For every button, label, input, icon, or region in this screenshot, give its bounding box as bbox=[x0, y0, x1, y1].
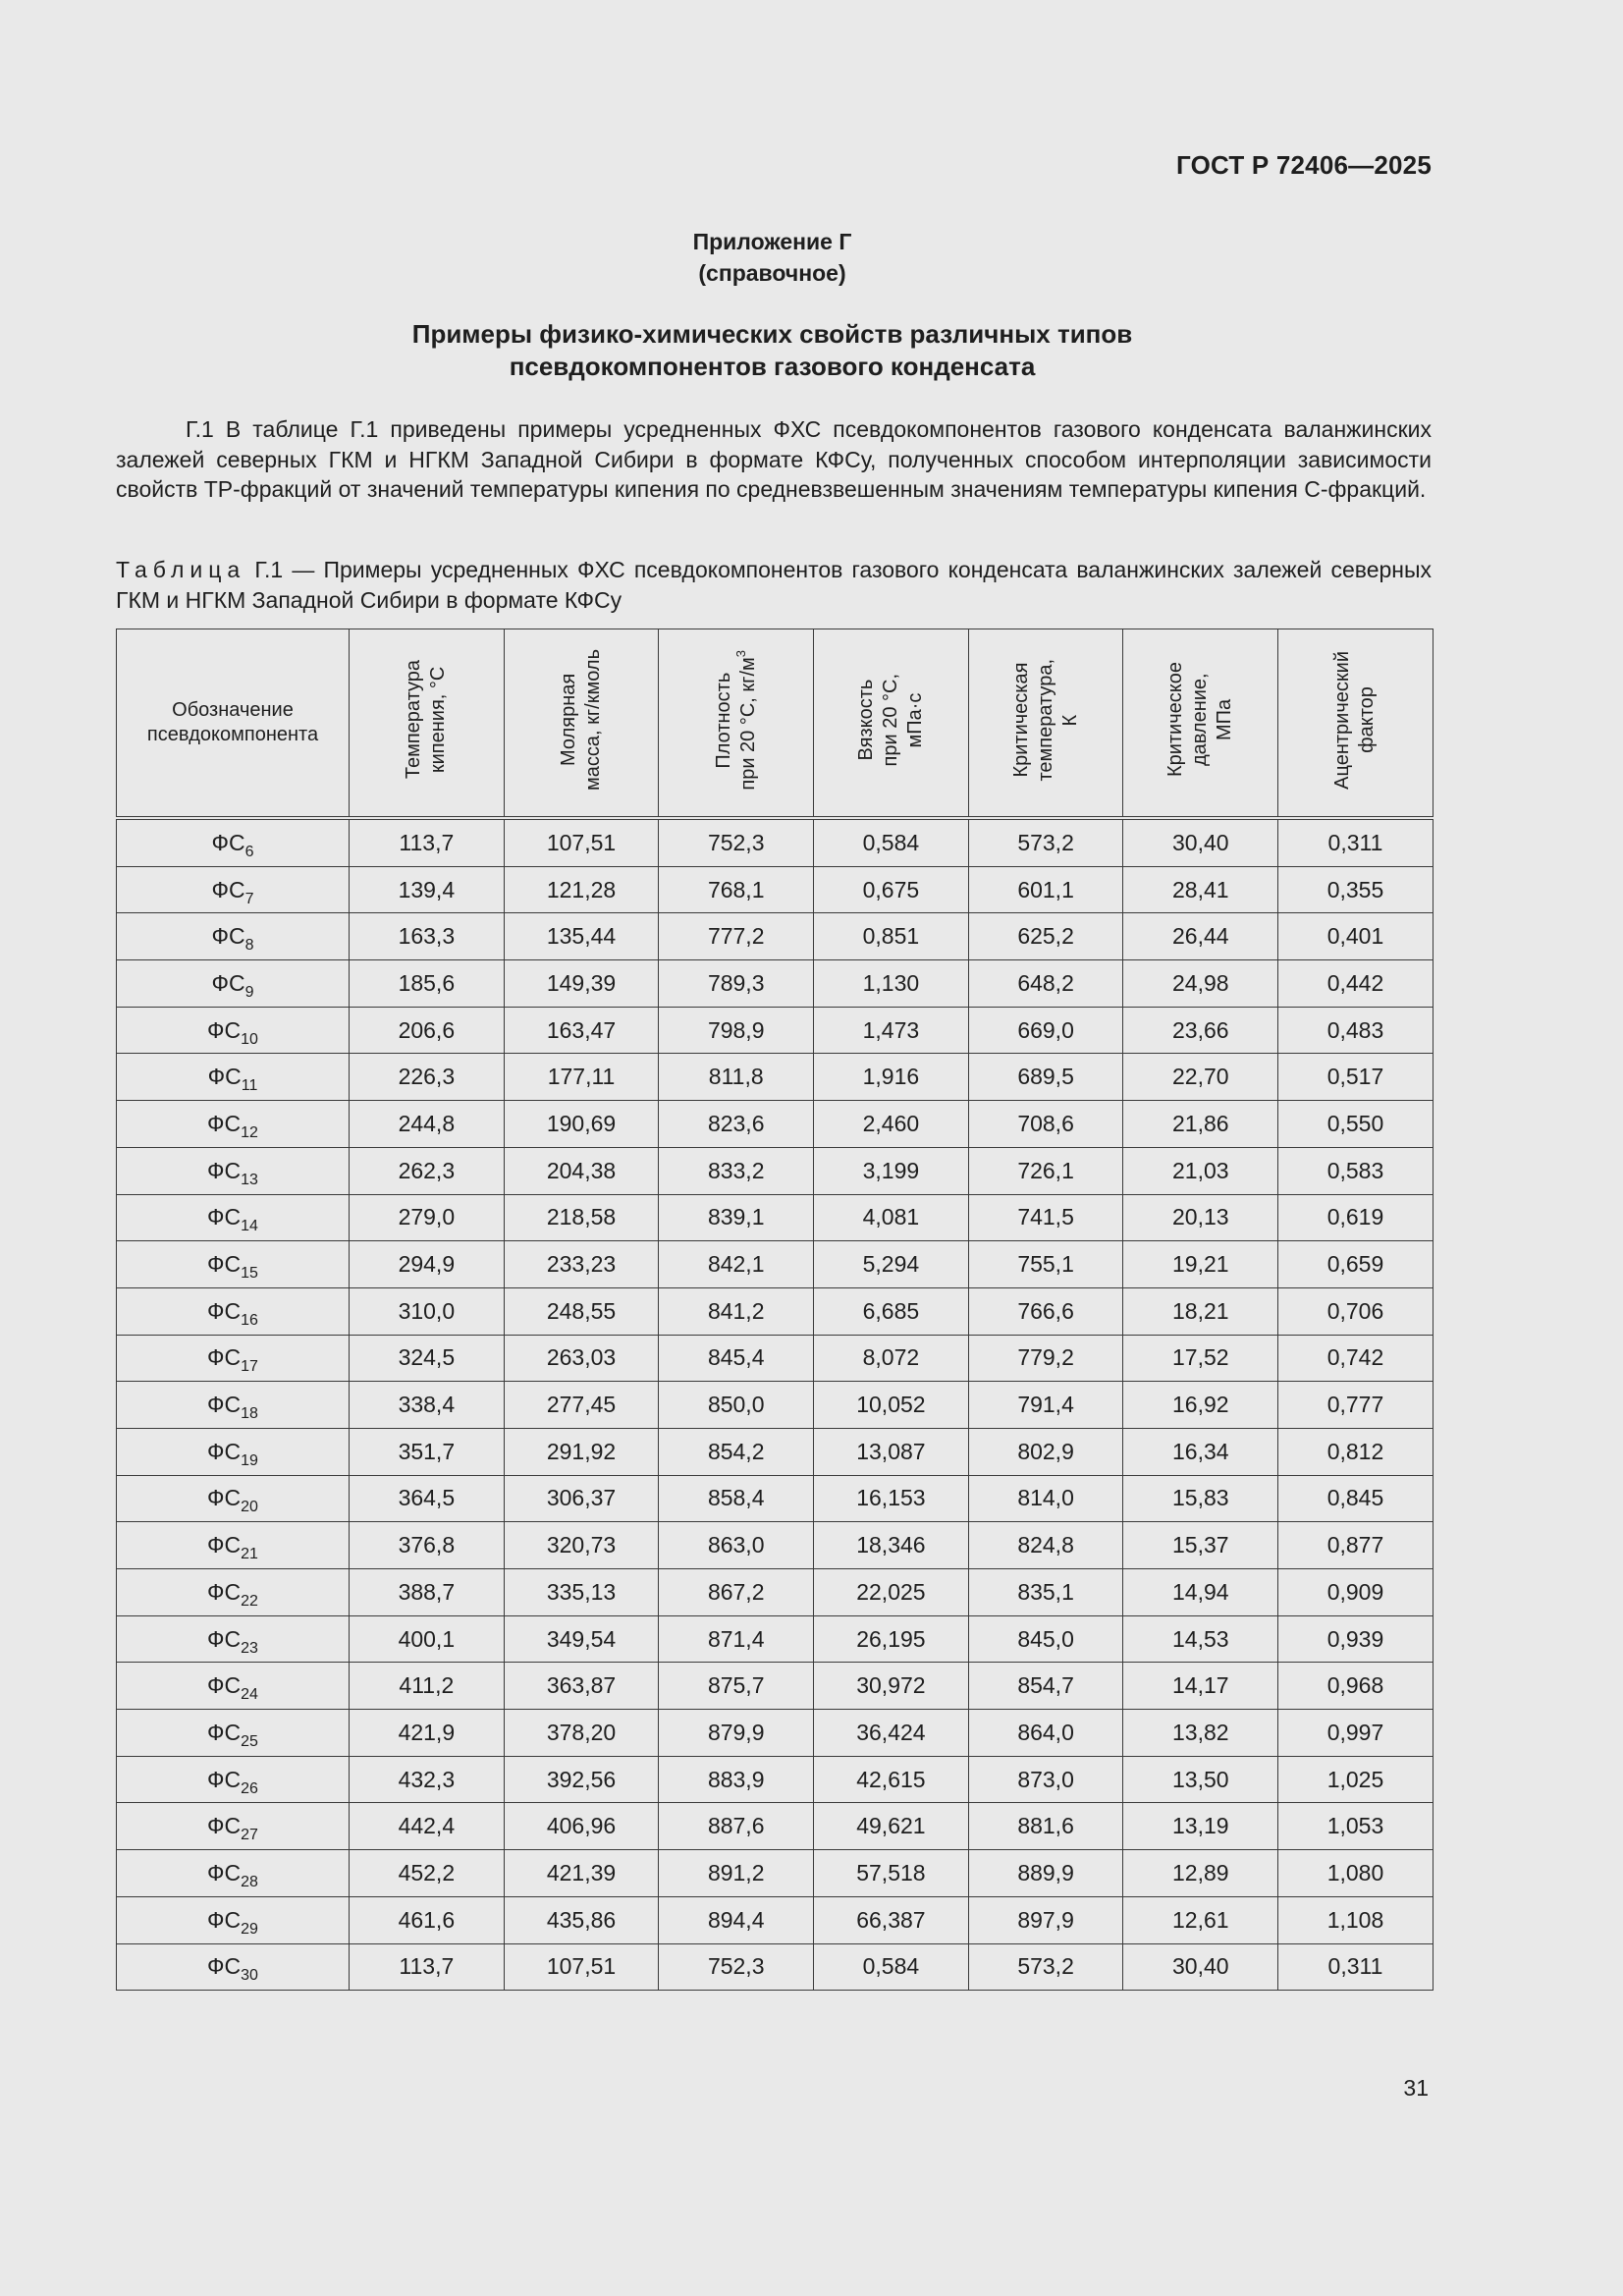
cell-density: 833,2 bbox=[659, 1147, 814, 1194]
table-body bbox=[117, 818, 1434, 1991]
cell-acentric: 0,742 bbox=[1278, 1335, 1434, 1382]
table-caption-number: Г.1 bbox=[254, 557, 284, 582]
table-header-row bbox=[117, 629, 1434, 819]
cell-boiling: 324,5 bbox=[350, 1335, 505, 1382]
cell-viscosity: 1,130 bbox=[814, 960, 969, 1008]
cell-designation: $ФС_{28}$ bbox=[117, 1850, 350, 1897]
table-row bbox=[117, 1241, 1434, 1288]
cell-acentric: 0,619 bbox=[1278, 1194, 1434, 1241]
cell-molar: 392,56 bbox=[504, 1756, 659, 1803]
cell-density: 811,8 bbox=[659, 1054, 814, 1101]
cell-viscosity: 18,346 bbox=[814, 1522, 969, 1569]
cell-acentric: 0,706 bbox=[1278, 1287, 1434, 1335]
cell-viscosity: 5,294 bbox=[814, 1241, 969, 1288]
table-caption-label: Таблица bbox=[116, 557, 246, 582]
table-row bbox=[117, 1054, 1434, 1101]
table-row bbox=[117, 1615, 1434, 1663]
cell-acentric: 0,483 bbox=[1278, 1007, 1434, 1054]
cell-molar: 204,38 bbox=[504, 1147, 659, 1194]
table-row bbox=[117, 1663, 1434, 1710]
cell-density: 887,6 bbox=[659, 1803, 814, 1850]
cell-boiling: 139,4 bbox=[350, 866, 505, 913]
page-number: 31 bbox=[1403, 2075, 1429, 2101]
cell-boiling: 244,8 bbox=[350, 1101, 505, 1148]
table-row bbox=[117, 1101, 1434, 1148]
cell-crit-temp: 755,1 bbox=[968, 1241, 1123, 1288]
cell-density: 768,1 bbox=[659, 866, 814, 913]
cell-crit-press: 13,82 bbox=[1123, 1710, 1278, 1757]
cell-acentric: 0,550 bbox=[1278, 1101, 1434, 1148]
cell-designation: $ФС_8$ bbox=[117, 913, 350, 960]
cell-boiling: 206,6 bbox=[350, 1007, 505, 1054]
cell-boiling: 294,9 bbox=[350, 1241, 505, 1288]
cell-designation: $ФС_{17}$ bbox=[117, 1335, 350, 1382]
cell-boiling: 163,3 bbox=[350, 913, 505, 960]
header-critical-pressure: Критическое давление, МПа bbox=[1123, 629, 1278, 819]
cell-molar: 306,37 bbox=[504, 1475, 659, 1522]
cell-density: 777,2 bbox=[659, 913, 814, 960]
cell-density: 854,2 bbox=[659, 1428, 814, 1475]
cell-viscosity: 26,195 bbox=[814, 1615, 969, 1663]
cell-crit-press: 18,21 bbox=[1123, 1287, 1278, 1335]
cell-viscosity: 4,081 bbox=[814, 1194, 969, 1241]
cell-viscosity: 0,675 bbox=[814, 866, 969, 913]
cell-viscosity: 16,153 bbox=[814, 1475, 969, 1522]
cell-viscosity: 6,685 bbox=[814, 1287, 969, 1335]
cell-viscosity: 0,584 bbox=[814, 818, 969, 866]
cell-acentric: 0,355 bbox=[1278, 866, 1434, 913]
cell-molar: 163,47 bbox=[504, 1007, 659, 1054]
cell-boiling: 421,9 bbox=[350, 1710, 505, 1757]
cell-designation: $ФС_9$ bbox=[117, 960, 350, 1008]
cell-viscosity: 1,916 bbox=[814, 1054, 969, 1101]
cell-crit-temp: 802,9 bbox=[968, 1428, 1123, 1475]
cell-viscosity: 3,199 bbox=[814, 1147, 969, 1194]
cell-viscosity: 1,473 bbox=[814, 1007, 969, 1054]
cell-designation: $ФС_7$ bbox=[117, 866, 350, 913]
cell-acentric: 0,311 bbox=[1278, 818, 1434, 866]
header-boiling-temperature: Температура кипения, °С bbox=[350, 629, 505, 819]
cell-density: 789,3 bbox=[659, 960, 814, 1008]
cell-density: 823,6 bbox=[659, 1101, 814, 1148]
cell-designation: $ФС_{18}$ bbox=[117, 1382, 350, 1429]
cell-crit-press: 12,89 bbox=[1123, 1850, 1278, 1897]
cell-density: 798,9 bbox=[659, 1007, 814, 1054]
cell-molar: 190,69 bbox=[504, 1101, 659, 1148]
cell-density: 875,7 bbox=[659, 1663, 814, 1710]
cell-molar: 135,44 bbox=[504, 913, 659, 960]
cell-density: 841,2 bbox=[659, 1287, 814, 1335]
cell-viscosity: 66,387 bbox=[814, 1896, 969, 1943]
cell-density: 863,0 bbox=[659, 1522, 814, 1569]
cell-designation: $ФС_{11}$ bbox=[117, 1054, 350, 1101]
cell-acentric: 0,997 bbox=[1278, 1710, 1434, 1757]
cell-molar: 421,39 bbox=[504, 1850, 659, 1897]
cell-boiling: 338,4 bbox=[350, 1382, 505, 1429]
header-molar-mass: Молярная масса, кг/кмоль bbox=[504, 629, 659, 819]
cell-molar: 435,86 bbox=[504, 1896, 659, 1943]
cell-viscosity: 49,621 bbox=[814, 1803, 969, 1850]
cell-designation: $ФС_{27}$ bbox=[117, 1803, 350, 1850]
cell-designation: $ФС_{20}$ bbox=[117, 1475, 350, 1522]
cell-density: 752,3 bbox=[659, 818, 814, 866]
cell-boiling: 411,2 bbox=[350, 1663, 505, 1710]
cell-crit-temp: 689,5 bbox=[968, 1054, 1123, 1101]
cell-crit-press: 30,40 bbox=[1123, 1943, 1278, 1991]
table-row bbox=[117, 1475, 1434, 1522]
table-row bbox=[117, 960, 1434, 1008]
cell-boiling: 113,7 bbox=[350, 1943, 505, 1991]
cell-molar: 248,55 bbox=[504, 1287, 659, 1335]
section-heading bbox=[0, 318, 1544, 383]
cell-designation: $ФС_{15}$ bbox=[117, 1241, 350, 1288]
cell-density: 879,9 bbox=[659, 1710, 814, 1757]
cell-crit-temp: 573,2 bbox=[968, 1943, 1123, 1991]
cell-boiling: 279,0 bbox=[350, 1194, 505, 1241]
cell-molar: 349,54 bbox=[504, 1615, 659, 1663]
table-row bbox=[117, 1147, 1434, 1194]
cell-designation: $ФС_{30}$ bbox=[117, 1943, 350, 1991]
cell-crit-press: 24,98 bbox=[1123, 960, 1278, 1008]
cell-boiling: 442,4 bbox=[350, 1803, 505, 1850]
cell-density: 883,9 bbox=[659, 1756, 814, 1803]
cell-density: 871,4 bbox=[659, 1615, 814, 1663]
table-row bbox=[117, 1803, 1434, 1850]
cell-boiling: 432,3 bbox=[350, 1756, 505, 1803]
table-row bbox=[117, 1756, 1434, 1803]
table-row bbox=[117, 1007, 1434, 1054]
cell-crit-press: 14,53 bbox=[1123, 1615, 1278, 1663]
cell-designation: $ФС_{23}$ bbox=[117, 1615, 350, 1663]
table-row bbox=[117, 913, 1434, 960]
cell-crit-temp: 889,9 bbox=[968, 1850, 1123, 1897]
cell-crit-temp: 845,0 bbox=[968, 1615, 1123, 1663]
table-row bbox=[117, 1382, 1434, 1429]
cell-viscosity: 22,025 bbox=[814, 1569, 969, 1616]
cell-crit-temp: 648,2 bbox=[968, 960, 1123, 1008]
cell-boiling: 185,6 bbox=[350, 960, 505, 1008]
cell-molar: 277,45 bbox=[504, 1382, 659, 1429]
cell-acentric: 0,401 bbox=[1278, 913, 1434, 960]
cell-boiling: 364,5 bbox=[350, 1475, 505, 1522]
header-density: Плотность при 20 °С, $кг/м^3$ bbox=[659, 629, 814, 819]
table-caption-text: — Примеры усредненных ФХС псевдокомпонентов газового конденсата валанжинских залежей северных ГКМ и НГКМ Западной Сибири в формате КФСу bbox=[116, 557, 1433, 613]
cell-designation: $ФС_{13}$ bbox=[117, 1147, 350, 1194]
cell-designation: $ФС_{25}$ bbox=[117, 1710, 350, 1757]
table-row bbox=[117, 866, 1434, 913]
cell-acentric: 0,583 bbox=[1278, 1147, 1434, 1194]
cell-density: 858,4 bbox=[659, 1475, 814, 1522]
table-row bbox=[117, 1896, 1434, 1943]
cell-crit-press: 28,41 bbox=[1123, 866, 1278, 913]
cell-viscosity: 13,087 bbox=[814, 1428, 969, 1475]
cell-density: 845,4 bbox=[659, 1335, 814, 1382]
properties-table bbox=[116, 629, 1434, 1991]
cell-molar: 121,28 bbox=[504, 866, 659, 913]
cell-designation: $ФС_6$ bbox=[117, 818, 350, 866]
standard-code: ГОСТ Р 72406—2025 bbox=[1176, 150, 1432, 180]
cell-crit-press: 14,17 bbox=[1123, 1663, 1278, 1710]
cell-designation: $ФС_{19}$ bbox=[117, 1428, 350, 1475]
header-acentric-factor: Ацентрический фактор bbox=[1278, 629, 1434, 819]
cell-molar: 233,23 bbox=[504, 1241, 659, 1288]
cell-density: 894,4 bbox=[659, 1896, 814, 1943]
cell-acentric: 0,442 bbox=[1278, 960, 1434, 1008]
table-row bbox=[117, 1710, 1434, 1757]
table-row bbox=[117, 1287, 1434, 1335]
cell-boiling: 262,3 bbox=[350, 1147, 505, 1194]
cell-molar: 378,20 bbox=[504, 1710, 659, 1757]
cell-molar: 177,11 bbox=[504, 1054, 659, 1101]
cell-crit-press: 17,52 bbox=[1123, 1335, 1278, 1382]
cell-boiling: 351,7 bbox=[350, 1428, 505, 1475]
cell-acentric: 0,777 bbox=[1278, 1382, 1434, 1429]
cell-designation: $ФС_{12}$ bbox=[117, 1101, 350, 1148]
cell-designation: $ФС_{21}$ bbox=[117, 1522, 350, 1569]
cell-crit-press: 14,94 bbox=[1123, 1569, 1278, 1616]
table-row bbox=[117, 1850, 1434, 1897]
cell-boiling: 310,0 bbox=[350, 1287, 505, 1335]
cell-crit-temp: 814,0 bbox=[968, 1475, 1123, 1522]
cell-crit-press: 16,34 bbox=[1123, 1428, 1278, 1475]
header-critical-temperature: Критическая температура, К bbox=[968, 629, 1123, 819]
cell-crit-press: 19,21 bbox=[1123, 1241, 1278, 1288]
cell-viscosity: 8,072 bbox=[814, 1335, 969, 1382]
cell-crit-press: 23,66 bbox=[1123, 1007, 1278, 1054]
cell-density: 850,0 bbox=[659, 1382, 814, 1429]
cell-molar: 320,73 bbox=[504, 1522, 659, 1569]
cell-crit-temp: 897,9 bbox=[968, 1896, 1123, 1943]
cell-crit-press: 22,70 bbox=[1123, 1054, 1278, 1101]
cell-density: 752,3 bbox=[659, 1943, 814, 1991]
cell-crit-press: 16,92 bbox=[1123, 1382, 1278, 1429]
cell-crit-temp: 726,1 bbox=[968, 1147, 1123, 1194]
cell-crit-press: 20,13 bbox=[1123, 1194, 1278, 1241]
cell-crit-press: 21,03 bbox=[1123, 1147, 1278, 1194]
cell-molar: 406,96 bbox=[504, 1803, 659, 1850]
intro-paragraph: Г.1 В таблице Г.1 приведены примеры усредненных ФХС псевдокомпонентов газового конденсата валанжинских залежей северных ГКМ и НГКМ Западной Сибири в формате КФСу, полученных способом интерполяции зависимости свойств ТР-фракций от значений температуры кипения по средневзвешенным значениям температуры кипения С-фракций. bbox=[116, 416, 1432, 502]
cell-acentric: 0,812 bbox=[1278, 1428, 1434, 1475]
cell-viscosity: 57,518 bbox=[814, 1850, 969, 1897]
cell-crit-temp: 741,5 bbox=[968, 1194, 1123, 1241]
section-title-line-2: псевдокомпонентов газового конденсата bbox=[509, 352, 1036, 381]
cell-boiling: 113,7 bbox=[350, 818, 505, 866]
cell-acentric: 1,025 bbox=[1278, 1756, 1434, 1803]
cell-molar: 291,92 bbox=[504, 1428, 659, 1475]
cell-crit-press: 26,44 bbox=[1123, 913, 1278, 960]
cell-molar: 363,87 bbox=[504, 1663, 659, 1710]
cell-viscosity: 30,972 bbox=[814, 1663, 969, 1710]
cell-crit-temp: 854,7 bbox=[968, 1663, 1123, 1710]
cell-acentric: 0,968 bbox=[1278, 1663, 1434, 1710]
cell-crit-temp: 873,0 bbox=[968, 1756, 1123, 1803]
cell-boiling: 226,3 bbox=[350, 1054, 505, 1101]
cell-density: 891,2 bbox=[659, 1850, 814, 1897]
cell-designation: $ФС_{24}$ bbox=[117, 1663, 350, 1710]
table-row bbox=[117, 1194, 1434, 1241]
cell-crit-temp: 779,2 bbox=[968, 1335, 1123, 1382]
table-row bbox=[117, 1335, 1434, 1382]
appendix-subtitle: (справочное) bbox=[698, 260, 846, 286]
cell-crit-temp: 824,8 bbox=[968, 1522, 1123, 1569]
cell-crit-temp: 669,0 bbox=[968, 1007, 1123, 1054]
cell-density: 842,1 bbox=[659, 1241, 814, 1288]
cell-crit-temp: 864,0 bbox=[968, 1710, 1123, 1757]
cell-crit-press: 13,19 bbox=[1123, 1803, 1278, 1850]
cell-molar: 263,03 bbox=[504, 1335, 659, 1382]
appendix-heading bbox=[0, 226, 1544, 289]
cell-crit-press: 30,40 bbox=[1123, 818, 1278, 866]
table-row bbox=[117, 1943, 1434, 1991]
cell-acentric: 0,877 bbox=[1278, 1522, 1434, 1569]
cell-crit-press: 15,83 bbox=[1123, 1475, 1278, 1522]
cell-acentric: 1,053 bbox=[1278, 1803, 1434, 1850]
cell-viscosity: 42,615 bbox=[814, 1756, 969, 1803]
cell-designation: $ФС_{10}$ bbox=[117, 1007, 350, 1054]
cell-designation: $ФС_{22}$ bbox=[117, 1569, 350, 1616]
cell-crit-temp: 708,6 bbox=[968, 1101, 1123, 1148]
cell-acentric: 0,311 bbox=[1278, 1943, 1434, 1991]
cell-designation: $ФС_{16}$ bbox=[117, 1287, 350, 1335]
cell-boiling: 376,8 bbox=[350, 1522, 505, 1569]
cell-molar: 218,58 bbox=[504, 1194, 659, 1241]
appendix-title: Приложение Г bbox=[692, 229, 852, 254]
cell-acentric: 0,939 bbox=[1278, 1615, 1434, 1663]
cell-viscosity: 10,052 bbox=[814, 1382, 969, 1429]
cell-boiling: 400,1 bbox=[350, 1615, 505, 1663]
cell-viscosity: 2,460 bbox=[814, 1101, 969, 1148]
cell-boiling: 452,2 bbox=[350, 1850, 505, 1897]
cell-crit-press: 12,61 bbox=[1123, 1896, 1278, 1943]
header-designation: Обозначение псевдокомпонента bbox=[117, 629, 350, 819]
cell-boiling: 461,6 bbox=[350, 1896, 505, 1943]
cell-acentric: 0,659 bbox=[1278, 1241, 1434, 1288]
cell-crit-temp: 881,6 bbox=[968, 1803, 1123, 1850]
cell-molar: 335,13 bbox=[504, 1569, 659, 1616]
cell-boiling: 388,7 bbox=[350, 1569, 505, 1616]
cell-crit-temp: 766,6 bbox=[968, 1287, 1123, 1335]
table-row bbox=[117, 818, 1434, 866]
cell-acentric: 0,517 bbox=[1278, 1054, 1434, 1101]
cell-designation: $ФС_{26}$ bbox=[117, 1756, 350, 1803]
cell-density: 839,1 bbox=[659, 1194, 814, 1241]
cell-acentric: 1,080 bbox=[1278, 1850, 1434, 1897]
cell-crit-temp: 573,2 bbox=[968, 818, 1123, 866]
cell-crit-temp: 601,1 bbox=[968, 866, 1123, 913]
cell-viscosity: 0,851 bbox=[814, 913, 969, 960]
cell-designation: $ФС_{29}$ bbox=[117, 1896, 350, 1943]
table-row bbox=[117, 1522, 1434, 1569]
cell-acentric: 0,909 bbox=[1278, 1569, 1434, 1616]
cell-molar: 149,39 bbox=[504, 960, 659, 1008]
section-title-line-1: Примеры физико-химических свойств различных типов bbox=[411, 319, 1133, 349]
cell-crit-press: 21,86 bbox=[1123, 1101, 1278, 1148]
cell-molar: 107,51 bbox=[504, 1943, 659, 1991]
cell-acentric: 1,108 bbox=[1278, 1896, 1434, 1943]
cell-crit-temp: 835,1 bbox=[968, 1569, 1123, 1616]
table-row bbox=[117, 1569, 1434, 1616]
cell-crit-temp: 625,2 bbox=[968, 913, 1123, 960]
cell-crit-temp: 791,4 bbox=[968, 1382, 1123, 1429]
cell-viscosity: 0,584 bbox=[814, 1943, 969, 1991]
cell-molar: 107,51 bbox=[504, 818, 659, 866]
cell-viscosity: 36,424 bbox=[814, 1710, 969, 1757]
table-row bbox=[117, 1428, 1434, 1475]
table-caption bbox=[116, 555, 1432, 616]
cell-density: 867,2 bbox=[659, 1569, 814, 1616]
cell-designation: $ФС_{14}$ bbox=[117, 1194, 350, 1241]
cell-acentric: 0,845 bbox=[1278, 1475, 1434, 1522]
cell-crit-press: 13,50 bbox=[1123, 1756, 1278, 1803]
header-viscosity: Вязкость при 20 °С, мПа·с bbox=[814, 629, 969, 819]
cell-crit-press: 15,37 bbox=[1123, 1522, 1278, 1569]
